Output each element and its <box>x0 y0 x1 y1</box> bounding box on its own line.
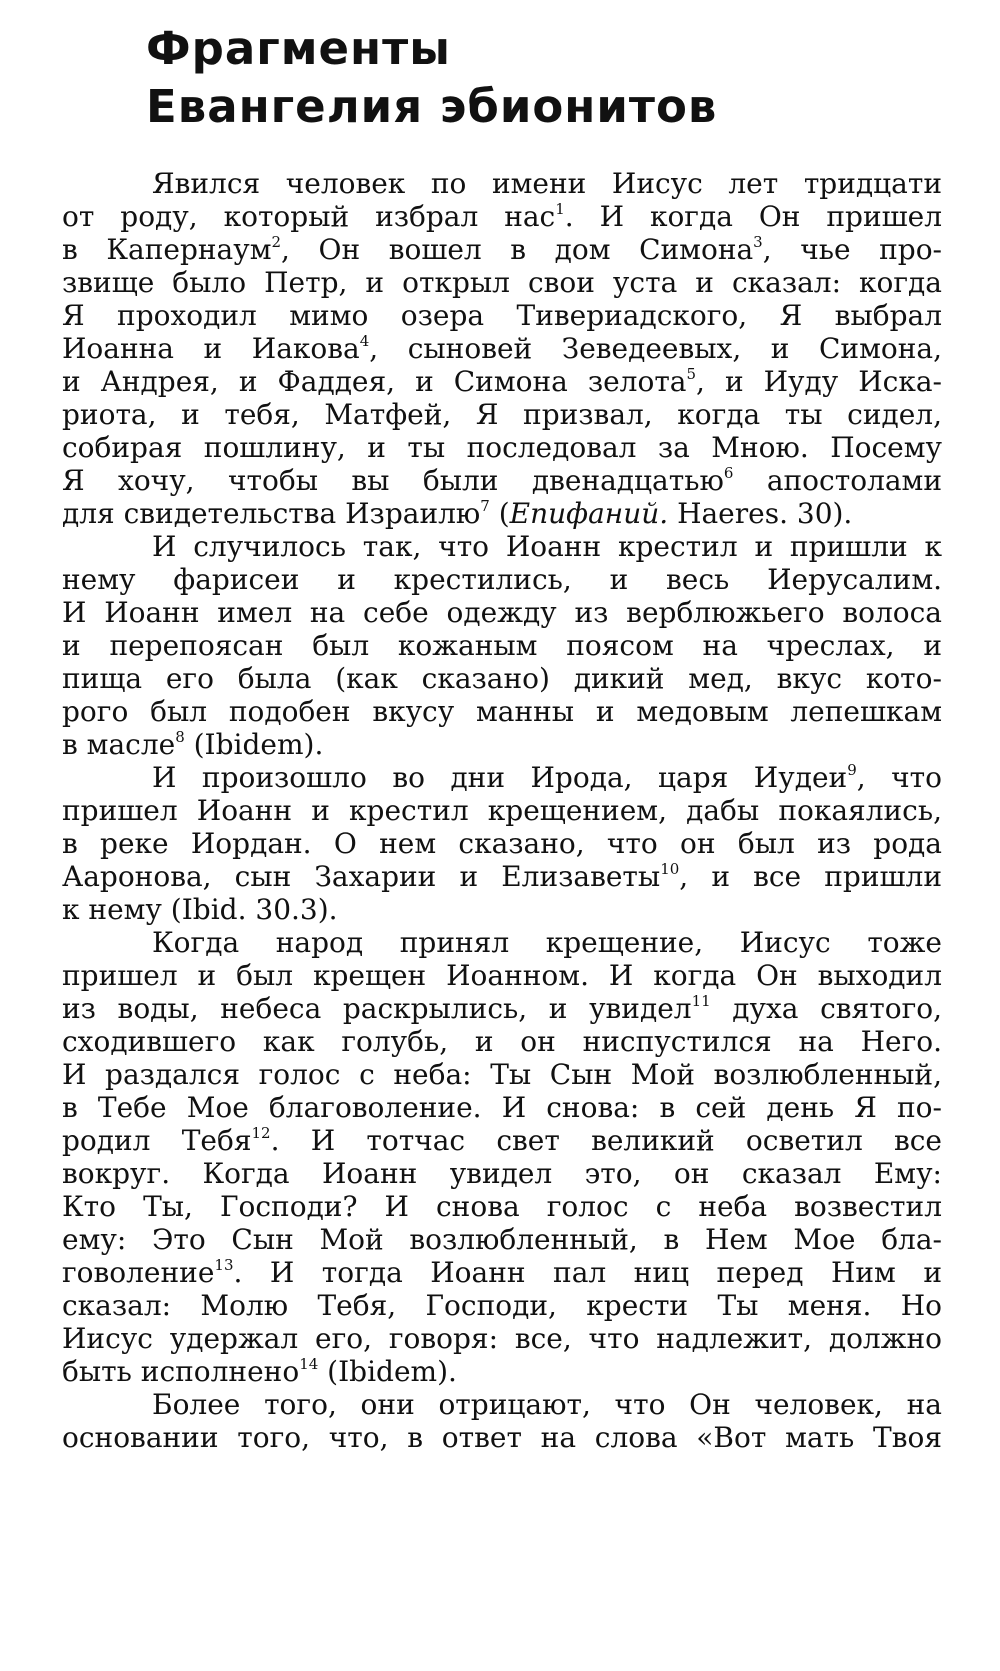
text-run: нему фарисеи и крестились, и весь Иерусалим. <box>62 563 942 596</box>
text-line <box>62 1388 942 1421</box>
text-run: Иисус удержал его, говоря: все, что надлежит, должно <box>62 1322 942 1355</box>
text-run: , и все пришли <box>679 860 942 893</box>
title-line-1: Фрагменты <box>146 22 451 75</box>
footnote-ref: 12 <box>251 1124 271 1142</box>
italic-author: Епифаний. <box>509 497 669 530</box>
text-run: звище было Петр, и открыл свои уста и сказал: когда <box>62 266 942 299</box>
footnote-ref: 10 <box>660 860 680 878</box>
text-run: И произошло во дни Ирода, царя Иудеи <box>152 761 848 794</box>
text-run: Я хочу, чтобы вы были двенадцатью <box>62 464 724 497</box>
text-line <box>62 1058 942 1091</box>
text-run: сходившего как голубь, и он ниспустился на Него. <box>62 1025 942 1058</box>
text-run: к нему (Ibid. 30.3). <box>62 893 338 926</box>
text-line <box>62 497 942 530</box>
text-run: Явился человек по имени Иисус лет тридцати <box>152 167 942 200</box>
text-run: для свидетельства Израилю <box>62 497 481 530</box>
text-run: Иоанна и Иакова <box>62 332 360 365</box>
text-line <box>62 827 942 860</box>
footnote-ref: 4 <box>359 332 370 350</box>
text-run: Кто Ты, Господи? И снова голос с неба возвестил <box>62 1190 942 1223</box>
text-run: из воды, небеса раскрылись, и увидел <box>62 992 692 1025</box>
text-run: сказал: Молю Тебя, Господи, крести Ты меня. Но <box>62 1289 942 1322</box>
text-line <box>62 1355 942 1388</box>
text-run: . И когда Он пришел <box>564 200 942 233</box>
text-run: в Тебе Мое благоволение. И снова: в сей день Я по- <box>62 1091 942 1124</box>
text-line <box>62 860 942 893</box>
text-line <box>62 167 942 200</box>
text-run: Я проходил мимо озера Тивериадского, Я выбрал <box>62 299 942 332</box>
footnote-ref: 13 <box>214 1256 234 1274</box>
text-line <box>62 1157 942 1190</box>
footnote-ref: 9 <box>847 761 857 779</box>
text-run: от роду, который избрал нас <box>62 200 556 233</box>
text-line <box>62 1124 942 1157</box>
footnote-ref: 7 <box>480 497 490 515</box>
text-line <box>62 530 942 563</box>
text-line <box>62 926 942 959</box>
text-line <box>62 431 942 464</box>
text-line <box>62 728 942 761</box>
text-run: пища его была (как сказано) дикий мед, вкус кото- <box>62 662 942 695</box>
text-run: рого был подобен вкусу манны и медовым лепешкам <box>62 695 942 728</box>
text-run: вокруг. Когда Иоанн увидел это, он сказал Ему: <box>62 1157 942 1190</box>
text-line <box>62 662 942 695</box>
text-line <box>62 761 942 794</box>
text-line <box>62 1421 942 1454</box>
text-run: говоление <box>62 1256 215 1289</box>
text-line <box>62 1256 942 1289</box>
text-line <box>62 365 942 398</box>
text-run: Когда народ принял крещение, Иисус тоже <box>152 926 942 959</box>
text-line <box>62 1322 942 1355</box>
text-run: , Он вошел в дом Симона <box>281 233 754 266</box>
text-line <box>62 629 942 662</box>
text-run: в Капернаум <box>62 233 272 266</box>
text-run: И Иоанн имел на себе одежду из верблюжьего волоса <box>62 596 942 629</box>
text-run: в реке Иордан. О нем сказано, что он был из рода <box>62 827 942 860</box>
text-run: основании того, что, в ответ на слова «Вот мать Твоя <box>62 1421 942 1454</box>
text-run: и перепоясан был кожаным поясом на чреслах, и <box>62 629 942 662</box>
text-run: пришел Иоанн и крестил крещением, дабы покаялись, <box>62 794 942 827</box>
text-line <box>62 695 942 728</box>
text-run: . И тогда Иоанн пал ниц перед Ним и <box>233 1256 942 1289</box>
text-line <box>62 1190 942 1223</box>
text-run: И раздался голос с неба: Ты Сын Мой возлюбленный, <box>62 1058 942 1091</box>
text-line <box>62 563 942 596</box>
footnote-ref: 5 <box>686 365 697 383</box>
text-line <box>62 299 942 332</box>
text-run: ему: Это Сын Мой возлюбленный, в Нем Мое бла- <box>62 1223 942 1256</box>
text-line <box>62 596 942 629</box>
text-line <box>62 200 942 233</box>
text-run: . И тотчас свет великий осветил все <box>270 1124 943 1157</box>
text-line <box>62 233 942 266</box>
text-line <box>62 332 942 365</box>
text-run: Ааронова, сын Захарии и Елизаветы <box>62 860 661 893</box>
text-run: духа святого, <box>710 992 942 1025</box>
text-run: И случилось так, что Иоанн крестил и пришли к <box>152 530 942 563</box>
text-run: , сыновей Зеведеевых, и Симона, <box>369 332 942 365</box>
text-run: , чье про- <box>762 233 943 266</box>
text-line <box>62 992 942 1025</box>
footnote-ref: 11 <box>691 992 711 1010</box>
text-run: родил Тебя <box>62 1124 252 1157</box>
text-run: , что <box>856 761 942 794</box>
page-title <box>146 20 717 136</box>
text-run: и Андрея, и Фаддея, и Симона зелота <box>62 365 687 398</box>
text-run: , и Иуду Иска- <box>696 365 942 398</box>
text-run: собирая пошлину, и ты последовал за Мною. Посему <box>62 431 942 464</box>
footnote-ref: 2 <box>271 233 282 251</box>
text-line <box>62 266 942 299</box>
text-line <box>62 959 942 992</box>
text-line <box>62 1025 942 1058</box>
text-run: в масле <box>62 728 176 761</box>
text-line <box>62 464 942 497</box>
text-line <box>62 1091 942 1124</box>
footnote-ref: 8 <box>175 728 185 746</box>
text-run: (Ibidem). <box>184 728 324 761</box>
text-run: Более того, они отрицают, что Он человек, на <box>152 1388 942 1421</box>
text-run: быть исполнено <box>62 1355 300 1388</box>
text-run: риота, и тебя, Матфей, Я призвал, когда ты сидел, <box>62 398 942 431</box>
text-line <box>62 1223 942 1256</box>
footnote-ref: 3 <box>753 233 763 251</box>
title-line-2: Евангелия эбионитов <box>146 80 718 133</box>
text-line <box>62 893 942 926</box>
text-line <box>62 398 942 431</box>
text-run: ( <box>489 497 510 530</box>
text-run: пришел и был крещен Иоанном. И когда Он выходил <box>62 959 942 992</box>
footnote-ref: 1 <box>555 200 565 218</box>
text-run: апостолами <box>733 464 942 497</box>
text-run: Haeres. 30). <box>668 497 853 530</box>
text-line <box>62 794 942 827</box>
text-run: (Ibidem). <box>318 1355 457 1388</box>
footnote-ref: 6 <box>723 464 734 482</box>
text-line <box>62 1289 942 1322</box>
body-text <box>62 167 942 1454</box>
footnote-ref: 14 <box>299 1355 319 1373</box>
